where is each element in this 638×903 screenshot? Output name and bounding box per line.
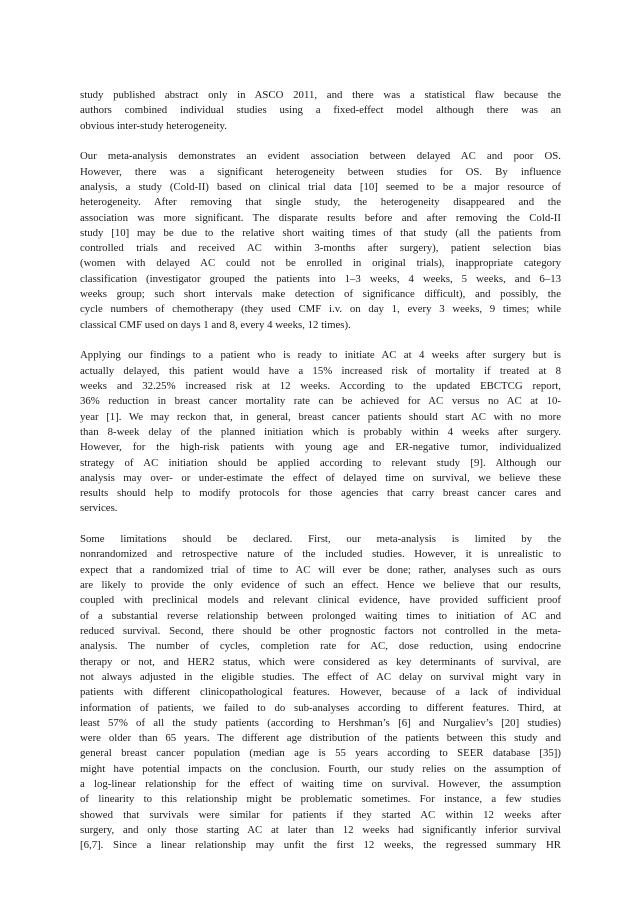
- text-line: classification (investigator grouped the patients into 1–3 weeks, 4 weeks, 5 weeks, and 6–13: [80, 272, 561, 285]
- text-line: general breast cancer population (median age is 55 years according to SEER database [35]): [80, 747, 561, 760]
- text-line: weeks group; such short intervals make detection of significance difficult), and possibly, the: [80, 288, 561, 301]
- text-line: expect that a randomized trial of time to AC will ever be done; rather, analyses such as ours: [80, 563, 561, 576]
- paragraph: [80, 149, 561, 333]
- text-line: results should help to modify protocols for those agencies that carry breast cancer cares and: [80, 487, 561, 500]
- text-line: 36% reduction in breast cancer mortality rate can be achieved for AC versus no AC at 10-: [80, 395, 561, 408]
- text-line: showed that survivals were similar for patients if they started AC within 12 weeks after: [80, 808, 561, 821]
- text-line: coupled with preclinical models and relevant clinical evidence, have provided sufficient proof: [80, 594, 561, 607]
- text-line: analysis, a study (Cold-II) based on clinical trial data [10] seemed to be a major resource of: [80, 180, 561, 193]
- text-line: strategy of AC initiation should be applied according to relevant study [9]. Although our: [80, 456, 561, 469]
- text-line: Our meta-analysis demonstrates an evident association between delayed AC and poor OS.: [80, 150, 561, 163]
- text-line: least 57% of all the study patients (according to Hershman’s [6] and Nurgaliev’s [20] studies): [80, 716, 561, 729]
- text-line: surgery, and only those starting AC at later than 12 weeks had significantly inferior survival: [80, 824, 561, 836]
- text-line: are likely to provide the only evidence of such an effect. Hence we believe that our results,: [80, 579, 561, 591]
- text-line: actually delayed, this patient would have a 15% increased risk of mortality if treated at 8: [80, 364, 561, 377]
- text-line: association was more significant. The disparate results before and after removing the Cold-II: [80, 211, 561, 224]
- text-line: Some limitations should be declared. First, our meta-analysis is limited by the: [80, 533, 561, 546]
- text-line: analysis. The number of cycles, completion rate for AC, dose reduction, using endocrine: [80, 640, 561, 653]
- body-text-column: [80, 88, 561, 869]
- text-line: year [1]. We may reckon that, in general, breast cancer patients should start AC with no more: [80, 410, 561, 423]
- text-line: cycle numbers of chemotherapy (they used CMF i.v. on day 1, every 3 weeks, 9 times; while: [80, 303, 561, 316]
- text-line: might have potential impacts on the conclusion. Fourth, our study relies on the assumption of: [80, 762, 561, 775]
- text-line: study published abstract only in ASCO 2011, and there was a statistical flaw because the: [80, 89, 561, 101]
- text-line: (women with delayed AC could not be enrolled in original trials), inappropriate category: [80, 257, 561, 270]
- paragraph: [80, 348, 561, 516]
- text-line: not always adjusted in the eligible studies. The effect of AC delay on survival might vary in: [80, 670, 561, 683]
- text-line: However, there was a significant heterogeneity between studies for OS. By influence: [80, 165, 561, 178]
- text-line: obvious inter-study heterogeneity.: [80, 119, 227, 132]
- text-line: classical CMF used on days 1 and 8, every 4 weeks, 12 times).: [80, 318, 351, 331]
- text-line: services.: [80, 502, 118, 515]
- text-line: information of patients, we failed to do sub-analyses according to different features. Third, at: [80, 701, 561, 714]
- text-line: authors combined individual studies using a fixed-effect model although there was an: [80, 104, 561, 117]
- text-line: analysis may over- or under-estimate the effect of delayed time on survival, we believe these: [80, 471, 561, 484]
- text-line: therapy or not, and HER2 status, which were considered as key determinants of survival, are: [80, 655, 561, 668]
- text-line: patients with different clinicopathological features. However, because of a lack of individual: [80, 686, 561, 699]
- text-line: study [10] may be due to the relative short waiting times of that study (all the patients from: [80, 226, 561, 239]
- text-line: heterogeneity. After removing that single study, the heterogeneity disappeared and the: [80, 196, 561, 209]
- text-line: Applying our findings to a patient who is ready to initiate AC at 4 weeks after surgery but is: [80, 349, 561, 362]
- text-line: reduced survival. Second, there should be other prognostic factors not controlled in the meta-: [80, 624, 561, 637]
- text-line: of linearity to this relationship might be problematic sometimes. For instance, a few studies: [80, 793, 561, 806]
- paragraph: [80, 88, 561, 134]
- text-line: However, for the high-risk patients with young age and ER-negative tumor, individualized: [80, 441, 561, 454]
- paragraph: [80, 532, 561, 854]
- text-line: a log-linear relationship for the effect of waiting time on survival. However, the assumption: [80, 778, 561, 791]
- text-line: than 8-week delay of the planned initiation which is probably within 4 weeks after surgery.: [80, 425, 561, 438]
- text-line: nonrandomized and retrospective nature of the included studies. However, it is unrealistic to: [80, 548, 561, 561]
- text-line: [6,7]. Since a linear relationship may unfit the first 12 weeks, the regressed summary HR: [80, 839, 561, 852]
- text-line: controlled trials and received AC within 3-months after surgery), patient selection bias: [80, 242, 561, 255]
- text-line: were older than 65 years. The different age distribution of the patients between this study and: [80, 732, 561, 745]
- text-line: weeks and 32.25% increased risk at 12 weeks. According to the updated EBCTCG report,: [80, 379, 561, 392]
- text-line: of a substantial reverse relationship between prolonged waiting times to initiation of AC and: [80, 609, 561, 622]
